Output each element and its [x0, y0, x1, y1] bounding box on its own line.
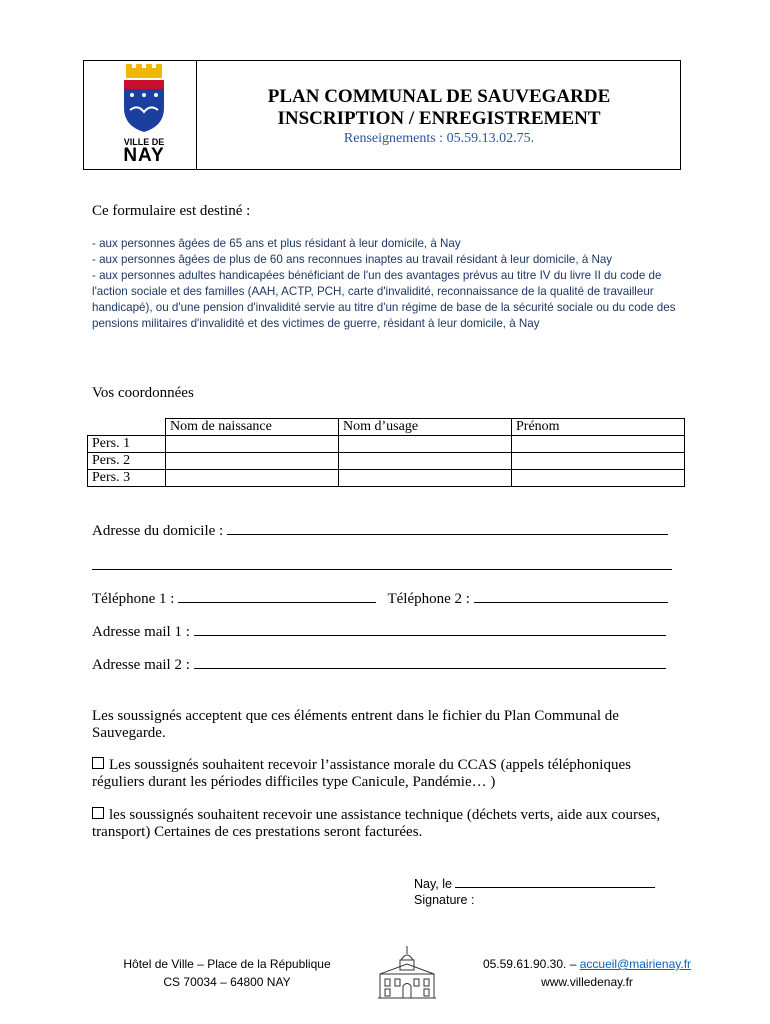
date-label: Nay, le	[414, 877, 452, 891]
phone1-input-line[interactable]	[178, 590, 376, 603]
town-logo	[118, 64, 170, 164]
page-subtitle: INSCRIPTION / ENREGISTREMENT	[277, 108, 601, 129]
option-technical-label: les soussignés souhaitent recevoir une assistance technique (déchets verts, aide aux courses, transport) Certaines de ces prestations seront facturées.	[92, 807, 661, 840]
email2-field-row	[92, 656, 666, 674]
footer-email-link[interactable]: accueil@mairienay.fr	[579, 957, 692, 971]
phone2-input-line[interactable]	[474, 590, 668, 603]
table-header-empty	[88, 419, 166, 436]
row-label: Pers. 3	[88, 470, 166, 487]
email2-input-line[interactable]	[194, 656, 666, 669]
option-technical	[92, 807, 672, 841]
table-row	[88, 470, 685, 487]
address-input-line[interactable]	[227, 522, 668, 535]
first-name-cell[interactable]	[512, 453, 685, 470]
address-label: Adresse du domicile :	[92, 523, 224, 539]
birth-name-cell[interactable]	[166, 436, 339, 453]
footer-contact-line1	[467, 955, 707, 973]
email1-input-line[interactable]	[194, 623, 666, 636]
column-header: Nom de naissance	[166, 419, 339, 436]
ccas-checkbox[interactable]	[92, 757, 104, 769]
option-ccas	[92, 757, 672, 791]
phone1-label: Téléphone 1 :	[92, 591, 175, 607]
column-header: Prénom	[512, 419, 685, 436]
footer-contact	[467, 955, 707, 991]
page-title: PLAN COMMUNAL DE SAUVEGARDE	[267, 86, 611, 107]
table-header-row	[88, 419, 685, 436]
usage-name-cell[interactable]	[339, 470, 512, 487]
contact-section-label: Vos coordonnées	[92, 385, 194, 401]
table-row	[88, 453, 685, 470]
info-phone: Renseignements : 05.59.13.02.75.	[343, 131, 535, 146]
technical-checkbox[interactable]	[92, 807, 104, 819]
list-item: - aux personnes âgées de plus de 60 ans reconnues inaptes au travail résidant à leur domicile, à Nay	[92, 253, 613, 266]
birth-name-cell[interactable]	[166, 453, 339, 470]
contact-table	[87, 418, 685, 487]
usage-name-cell[interactable]	[339, 453, 512, 470]
list-item: - aux personnes âgées de 65 ans et plus résidant à leur domicile, à Nay	[92, 237, 461, 250]
list-item: - aux personnes adultes handicapées bénéficiant de l'un des avantages prévus au titre IV du livre II du code de l'action sociale et des familles (AAH, ACTP, PCH, carte d'invalidité, reconnaissance de la qualité de travailleur handicapé), ou d'une pension d'invalidité servie au titre d'un régime de base de la sécurité sociale ou du code des pensions militaires d'invalidité et des victimes de guerre, résidant à leur domicile, à Nay	[92, 269, 676, 330]
intro-text: Ce formulaire est destiné :	[92, 203, 251, 219]
phone-field-row	[92, 590, 668, 608]
town-hall-icon	[376, 944, 438, 1002]
row-label: Pers. 2	[88, 453, 166, 470]
row-label: Pers. 1	[88, 436, 166, 453]
first-name-cell[interactable]	[512, 470, 685, 487]
address-input-line-2[interactable]	[92, 569, 672, 570]
footer-address-line2: CS 70034 – 64800 NAY	[163, 975, 291, 989]
footer-phone: 05.59.61.90.30. –	[482, 957, 577, 971]
first-name-cell[interactable]	[512, 436, 685, 453]
footer-address-line1: Hôtel de Ville – Place de la République	[123, 957, 331, 971]
address-field-row	[92, 522, 668, 540]
column-header: Nom d’usage	[339, 419, 512, 436]
signature-date-row	[414, 876, 655, 891]
footer-address	[112, 955, 342, 991]
email1-label: Adresse mail 1 :	[92, 624, 190, 640]
logo-text-bottom: NAY	[123, 145, 165, 166]
phone2-label: Téléphone 2 :	[387, 591, 470, 607]
consent-text: Les soussignés acceptent que ces éléments entrent dans le fichier du Plan Communal de Sauvegarde.	[92, 708, 619, 741]
usage-name-cell[interactable]	[339, 436, 512, 453]
eligibility-list	[92, 236, 682, 332]
logo-text-top: VILLE DE	[123, 137, 165, 147]
date-input-line[interactable]	[455, 876, 655, 888]
signature-label: Signature :	[414, 893, 475, 907]
email2-label: Adresse mail 2 :	[92, 657, 190, 673]
table-row	[88, 436, 685, 453]
footer-website[interactable]: www.villedenay.fr	[541, 975, 633, 989]
coat-of-arms-icon	[118, 64, 170, 134]
email1-field-row	[92, 623, 666, 641]
option-ccas-label: Les soussignés souhaitent recevoir l’assistance morale du CCAS (appels téléphoniques réguliers durant les périodes difficiles type Canicule, Pandémie… )	[92, 757, 631, 790]
birth-name-cell[interactable]	[166, 470, 339, 487]
